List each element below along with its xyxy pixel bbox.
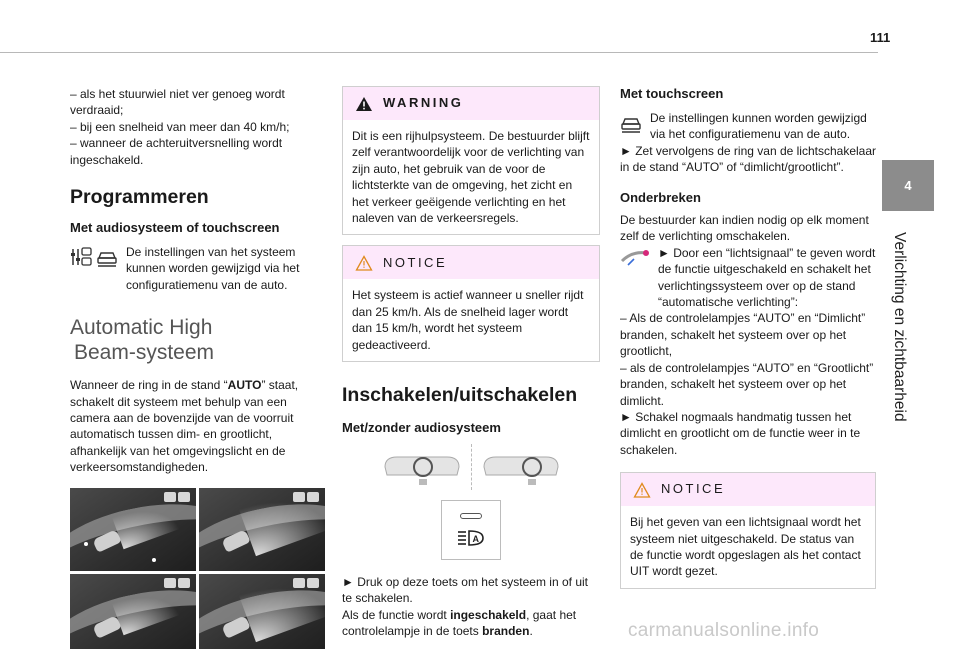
indicator-lamp bbox=[460, 513, 482, 519]
column-middle bbox=[342, 86, 600, 640]
onderbreken-list-item: – Als de controlelampjes “AUTO” en “Dimlicht” branden, schakelt het systeem over op het grootlicht, bbox=[620, 311, 866, 359]
ingeschakeld-keyword: ingeschakeld bbox=[450, 607, 527, 622]
warning-label: WARNING bbox=[383, 95, 464, 111]
indicator-icons bbox=[164, 492, 190, 502]
column-left bbox=[70, 86, 326, 649]
illustration-grid bbox=[70, 488, 325, 649]
touchscreen-settings-row bbox=[620, 110, 876, 143]
auto-keyword: AUTO bbox=[227, 378, 262, 393]
warning-header bbox=[343, 87, 599, 120]
steering-wheel-left-icon bbox=[383, 445, 461, 489]
intro-item: – wanneer de achteruitversnelling wordt ingeschakeld. bbox=[70, 136, 283, 167]
chapter-tab[interactable]: 4 bbox=[882, 160, 934, 211]
steering-wheel-illustration bbox=[342, 444, 600, 490]
onderbreken-heading: Onderbreken bbox=[620, 189, 701, 205]
function-state-text bbox=[342, 607, 600, 640]
car-config-icon bbox=[96, 246, 118, 268]
notice-callout-2 bbox=[620, 472, 876, 589]
headlight-flash-text: ► Door een “lichtsignaal” te geven wordt de functie uitgeschakeld en schakelt het verlichtingssysteem over op de stand “automatische verlichting”: bbox=[658, 245, 876, 310]
indicator-icons bbox=[293, 492, 319, 502]
audio-settings-text: De instellingen van het systeem kunnen worden gewijzigd via het configuratiemenu van de auto. bbox=[126, 245, 300, 292]
headlight-flash-row bbox=[620, 245, 876, 311]
audio-touchscreen-heading: Met audiosysteem of touchscreen bbox=[70, 220, 280, 236]
notice-header bbox=[621, 473, 875, 506]
inschakelen-heading: Inschakelen/uitschakelen bbox=[342, 384, 578, 407]
notice-callout bbox=[342, 245, 600, 362]
func-text-part: , gaat het controlelampje in de toets bbox=[342, 607, 577, 639]
touchscreen-step: ► Zet vervolgens de ring van de lichtschakelaar in de stand “AUTO” of “dimlicht/grootlicht”. bbox=[620, 143, 877, 175]
auto-high-beam-button[interactable] bbox=[441, 500, 501, 560]
system-heading bbox=[70, 315, 326, 365]
audio-system-heading: Met/zonder audiosysteem bbox=[342, 420, 501, 436]
warning-text: Dit is een rijhulpsysteem. De bestuurder blijft zelf verantwoordelijk voor de verlichting van zijn auto, het gebruik van de voor de lichtsterkte van de omgeving, het zicht en het verkeer geëigende verlichting en het naleven van de verkeersregels. bbox=[352, 129, 590, 226]
warning-icon bbox=[355, 96, 373, 112]
page-number: 111 bbox=[870, 30, 891, 45]
press-button-text: ► Druk op deze toets om het systeem in of uit te schakelen. bbox=[342, 575, 588, 606]
illustration-low-beam-2 bbox=[70, 574, 196, 649]
steering-wheel-right-icon bbox=[482, 445, 560, 489]
system-text-part: ” staat, schakelt dit systeem met behulp van een camera aan de bovenzijde van de voorruit automatisch tussen dim- en grootlicht, afhankelijk van het omgevingslicht en de verkeersomstandigheden. bbox=[70, 378, 299, 475]
settings-menu-icon bbox=[70, 246, 92, 268]
svg-text:A: A bbox=[472, 534, 479, 545]
light-stalk-icon bbox=[620, 245, 650, 267]
onderbreken-text: De bestuurder kan indien nodig op elk moment zelf de verlichting omschakelen. bbox=[620, 213, 869, 244]
warning-callout bbox=[342, 86, 600, 235]
column-right bbox=[620, 86, 876, 599]
notice-icon bbox=[355, 255, 373, 271]
notice-text: Het systeem is actief wanneer u sneller rijdt dan 25 km/h. Als de snelheid lager wordt dan 15 km/h, wordt het systeem gedeactiveerd. bbox=[352, 288, 584, 352]
func-text-part: Als de functie wordt bbox=[342, 607, 451, 622]
indicator-icons bbox=[164, 578, 190, 588]
car-config-icon bbox=[620, 112, 642, 134]
branden-keyword: branden bbox=[482, 624, 530, 639]
system-heading-line1: Automatic High bbox=[70, 316, 213, 340]
illustration-divider bbox=[471, 444, 472, 490]
header-divider bbox=[0, 52, 878, 53]
notice-label: NOTICE bbox=[383, 254, 448, 270]
notice-icon bbox=[633, 482, 651, 498]
indicator-icons bbox=[293, 578, 319, 588]
auto-high-beam-icon bbox=[457, 529, 485, 547]
programmeren-heading: Programmeren bbox=[70, 186, 209, 209]
onderbreken-final: ► Schakel nogmaals handmatig tussen het dimlicht en grootlicht om de functie weer in te schakelen. bbox=[620, 409, 861, 457]
system-heading-line2: Beam-systeem bbox=[74, 341, 215, 365]
system-text-part: Wanneer de ring in de stand “ bbox=[70, 378, 228, 393]
onderbreken-list-item: – als de controlelampjes “AUTO” en “Grootlicht” branden, schakelt het systeem over op het dimlicht. bbox=[620, 360, 874, 408]
audio-settings-row bbox=[70, 244, 326, 293]
notice-label: NOTICE bbox=[661, 481, 726, 497]
watermark: carmanualsonline.info bbox=[628, 620, 820, 641]
touchscreen-heading: Met touchscreen bbox=[620, 86, 724, 101]
notice-header bbox=[343, 246, 599, 279]
func-text-part: . bbox=[529, 624, 533, 639]
touchscreen-text: De instellingen kunnen worden gewijzigd via het configuratiemenu van de auto. bbox=[650, 111, 867, 142]
illustration-high-beam-2 bbox=[199, 574, 325, 649]
illustration-low-beam-1 bbox=[70, 488, 196, 571]
intro-item: – bij een snelheid van meer dan 40 km/h; bbox=[70, 119, 290, 134]
system-description bbox=[70, 377, 326, 475]
intro-item: – als het stuurwiel niet ver genoeg wordt verdraaid; bbox=[70, 87, 285, 118]
chapter-title: Verlichting en zichtbaarheid bbox=[891, 232, 908, 422]
notice-text: Bij het geven van een lichtsignaal wordt het systeem niet uitgeschakeld. De status van de functie wordt opgeslagen als het contact UIT wordt gezet. bbox=[630, 515, 861, 579]
illustration-high-beam-1 bbox=[199, 488, 325, 571]
